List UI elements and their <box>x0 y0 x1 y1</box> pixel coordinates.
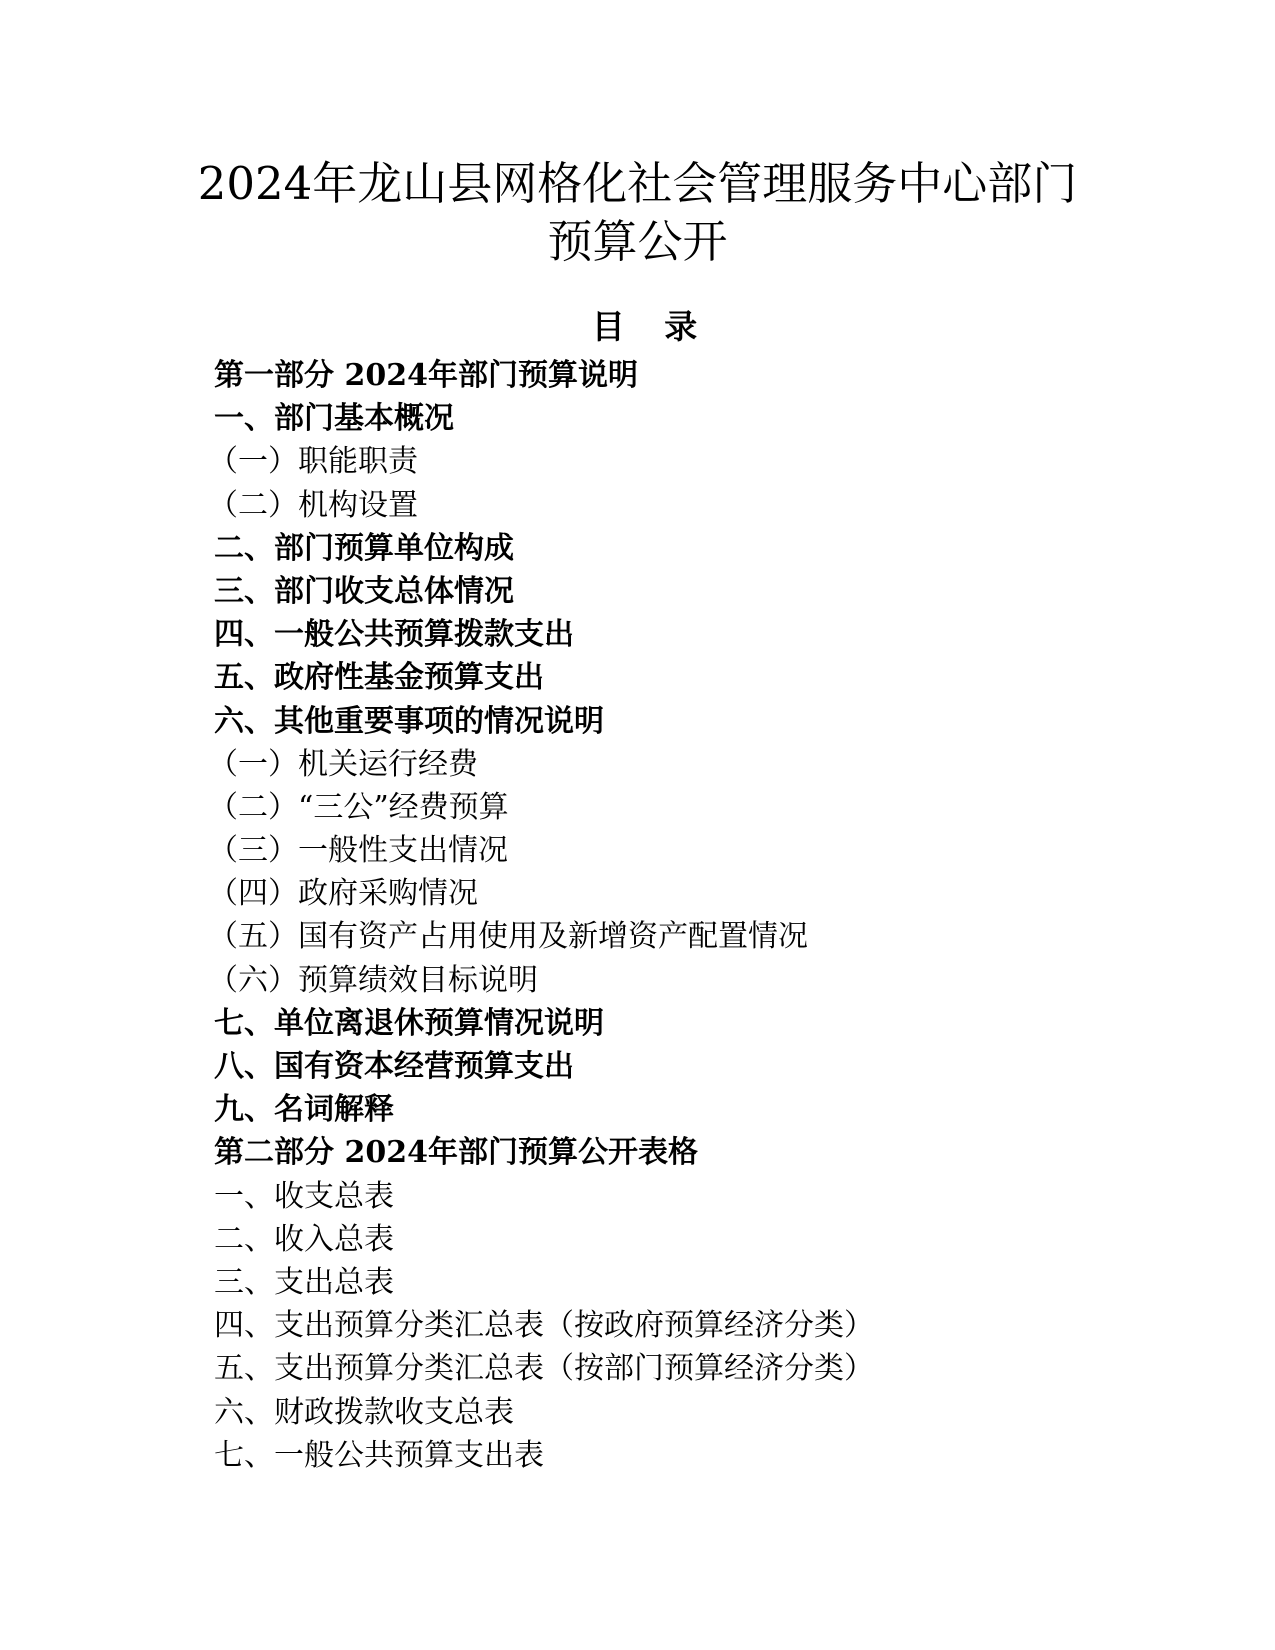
toc-item: （四）政府采购情况 <box>208 876 478 912</box>
toc-item: 三、部门收支总体情况 <box>214 573 514 609</box>
toc-item: 七、单位离退休预算情况说明 <box>214 1005 604 1041</box>
toc-item: （三）一般性支出情况 <box>208 833 508 869</box>
toc-item: 一、部门基本概况 <box>214 401 454 437</box>
toc-item: 四、一般公共预算拨款支出 <box>214 617 574 653</box>
toc-item: 五、政府性基金预算支出 <box>214 660 544 696</box>
toc-item: （五）国有资产占用使用及新增资产配置情况 <box>208 919 808 955</box>
toc-item: 二、部门预算单位构成 <box>214 530 514 566</box>
toc-item: 一、收支总表 <box>214 1178 394 1214</box>
document-title-line-1: 2024年龙山县网格化社会管理服务中心部门 <box>197 157 1078 210</box>
table-of-contents <box>208 354 1214 1477</box>
toc-item: 七、一般公共预算支出表 <box>214 1437 544 1473</box>
toc-item: 第二部分 2024年部门预算公开表格 <box>214 1135 698 1171</box>
toc-item: （一）机关运行经费 <box>208 746 478 782</box>
document-title-line-2: 预算公开 <box>547 215 728 268</box>
toc-item: 二、收入总表 <box>214 1221 394 1257</box>
toc-item: （二）机构设置 <box>208 487 418 523</box>
toc-heading: 目 录 <box>591 307 712 346</box>
toc-item: 六、其他重要事项的情况说明 <box>214 703 604 739</box>
toc-item: 八、国有资本经营预算支出 <box>214 1049 574 1084</box>
toc-item: 四、支出预算分类汇总表（按政府预算经济分类） <box>214 1308 874 1344</box>
toc-item: 三、支出总表 <box>214 1264 394 1300</box>
toc-item: 第一部分 2024年部门预算说明 <box>214 358 638 393</box>
toc-item: 九、名词解释 <box>214 1092 394 1128</box>
toc-item: 五、支出预算分类汇总表（按部门预算经济分类） <box>214 1351 874 1387</box>
toc-item: （一）职能职责 <box>208 444 418 480</box>
toc-item: （六）预算绩效目标说明 <box>208 962 538 998</box>
toc-item: （二）“三公”经费预算 <box>208 789 509 825</box>
toc-item: 六、财政拨款收支总表 <box>214 1394 514 1430</box>
